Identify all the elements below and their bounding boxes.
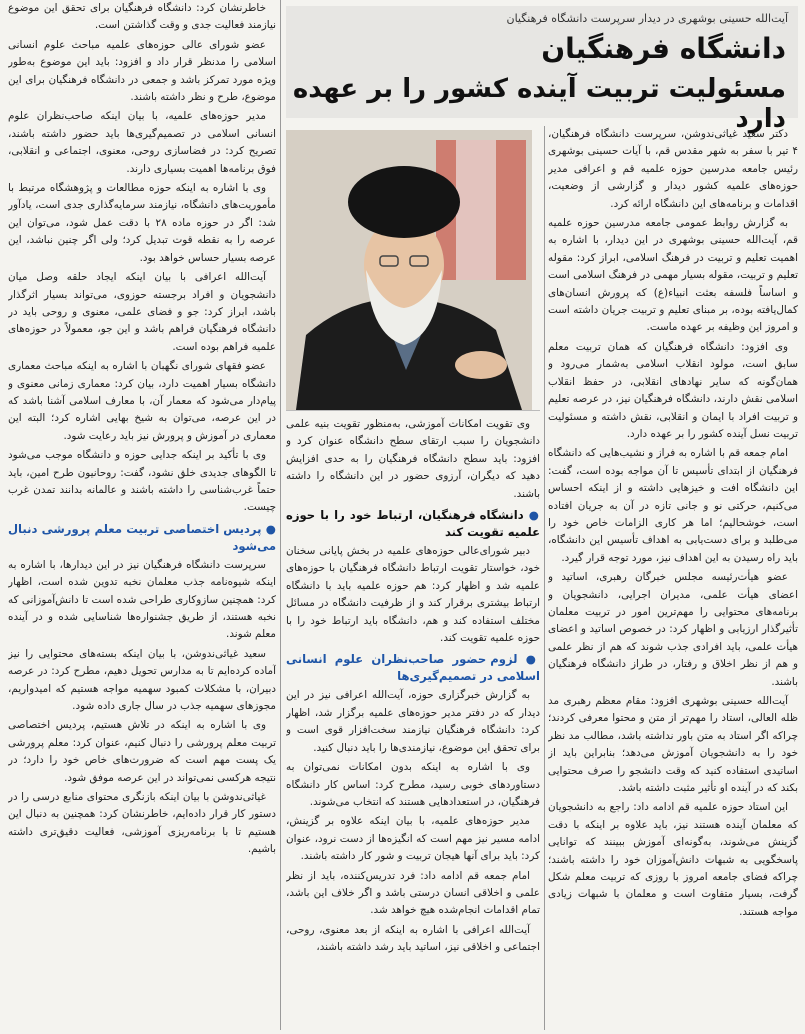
paragraph: عضو شورای عالی حوزه‌های علمیه مباحث علوم انسانی اسلامی را مدنظر قرار داد و افزود: باید این موضوع به‌طور ویژه مورد تمرکز باشد و جمعی در دانشگاه فرهنگیان برای این موضوع، طرح و نظر داشته باشند. <box>8 38 276 104</box>
column-rule-left <box>280 0 281 1030</box>
photo-divider <box>286 410 540 411</box>
paragraph: این استاد حوزه علمیه قم ادامه داد: راجع به دانشجویان که معلمان آینده هستند نیز، باید علاوه بر اینکه با دقت گزینش می‌شوند، به‌گونه‌ای آموزش ببینند که توانایی پاسخگویی به شبهات دانش‌آموزان خود را داشته باشند؛ چراکه فضای جامعه امروز با روزی که تربیت معلم شکل گرفت، بسیار متفاوت است و معلمان با شبهات زیادی مواجه هستند. <box>548 801 798 918</box>
subheading <box>286 651 540 685</box>
cleric-photo <box>286 130 532 410</box>
middle-column <box>286 416 540 1028</box>
right-column <box>548 126 798 1028</box>
paragraph: سرپرست دانشگاه فرهنگیان نیز در این دیدارها، با اشاره به اینکه شیوه‌نامه جذب معلمان نخبه تدوین شده است، اظهار کرد: همچنین سازوکاری طراحی شده است تا دانش‌آموزانی که نخبه هستند، از طریق جشنواره‌ها شناسایی شده و در آینده معلم شوند. <box>8 558 276 641</box>
paragraph: امام جمعه قم با اشاره به فراز و نشیب‌هایی که دانشگاه فرهنگیان از ابتدای تأسیس تا آن مواجه بوده است، گفت: این دانشگاه افت و خیزهایی داشته و از اینکه احساس می‌کنیم، حرکتی نو و جانی تازه در آن به جریان افتاده است، خوشحالیم؛ اما هر کاری الزامات خاص خود را می‌طلبد و برای دست‌یابی به اهداف تأسیس این دانشگاه، باید راه رسیدن به این اهداف نیز، مورد توجه قرار گیرد. <box>548 447 798 564</box>
bullet-icon: ● <box>261 521 276 536</box>
paragraph: آیت‌الله اعرافی با اشاره به اینکه از بعد معنوی، روحی، اجتماعی و اخلاقی نیز، اساتید باید رشد داشته باشند، <box>286 923 540 954</box>
portrait-illustration <box>286 130 532 410</box>
paragraph: وی با تأکید بر اینکه جدایی حوزه و دانشگاه موجب می‌شود تا الگوهای جدیدی خلق نشود، گفت: روحانیون طرح امین، باید حتماً غرب‌شناسی را داشته باشند و عالمانه بدانند تمدن غرب چیست. <box>8 449 276 514</box>
article-header <box>286 6 798 134</box>
subheading <box>8 521 276 555</box>
paragraph: امام جمعه قم ادامه داد: فرد تدریس‌کننده، باید از نظر علمی و اخلاقی انسان درستی باشد و اگر خلاف این باشد، تمام اقدامات انجام‌شده هیچ خواهد شد. <box>286 869 540 917</box>
paragraph: به گزارش خبرگزاری حوزه، آیت‌الله اعرافی نیز در این دیدار که در دفتر مدیر حوزه‌های علمیه برگزار شد، اظهار کرد: دانشگاه فرهنگیان نیازمند سخت‌افزار قوی است و برای تحقق این موضوع، نیازمندی‌ها را باید دنبال کنید. <box>286 689 540 754</box>
paragraph: آیت‌الله اعرافی با بیان اینکه ایجاد حلقه وصل میان دانشجویان و افراد برجسته حوزوی، می‌تواند بسیار اثرگذار باشد، ابراز کرد: جو و فضای علمی، معنوی و روحی باید در دانشگاه فرهنگیان فراهم باشد و این جو، معمولاً در حوزه‌های علمیه فراهم بوده است. <box>8 271 276 353</box>
paragraph: وی افزود: دانشگاه فرهنگیان که همان تربیت معلم سابق است، مولود انقلاب اسلامی به‌شمار می‌رود و همان‌گونه که سایر نهادهای انقلابی، در حفظ انقلاب اسلامی نقش دارند، دانشگاه فرهنگیان نیز، در عرصه تعلیم و تربیت افراد با ایمان و انقلابی، نقش داشته و مسئولیت تربیت نسل آینده کشور را بر عهده دارد. <box>548 340 798 440</box>
article-title-line1: دانشگاه فرهنگیان <box>541 32 786 65</box>
paragraph: غیاثی‌ندوشن با بیان اینکه بازنگری محتوای منابع درسی را در دستور کار قرار داده‌ایم، خاطرنشان کرد: همچنین به دنبال این هستیم تا با برنامه‌ریزی آموزشی، فعالیت دقیق‌تری داشته باشیم. <box>8 791 276 856</box>
left-column <box>8 0 276 1026</box>
paragraph: عضو فقهای شورای نگهبان با اشاره به اینکه مباحث معماری دانشگاه بسیار اهمیت دارد، بیان کرد: معماری زمانی معنوی و پیام‌دار می‌شود که معمار آن، با معارف اسلامی آشنا باشد که در این عرصه، می‌توان به شیخ بهایی اشاره کرد؛ البته این معماری در آموزش و پرورش نیز باید رعایت شود. <box>8 360 276 442</box>
paragraph: آیت‌الله حسینی بوشهری افزود: مقام معظم رهبری مد ظله العالی، استاد را مهم‌تر از متن و محتوا معرفی کردند؛ چراکه اگر استاد به متن باور نداشته باشد، مطالب مد نظر خود را به دانشجویان آموزش می‌دهد؛ بنابراین باید از اساتیدی استفاده کنید که وقت دانشجو را صرف محتوایی بکند که در آینده او تأثیر مثبت داشته باشد. <box>548 695 798 795</box>
turban <box>348 166 460 238</box>
paragraph: دکتر سعید غیاثی‌ندوشن، سرپرست دانشگاه فرهنگیان، ۴ تیر با سفر به شهر مقدس قم، با آیات حسینی بوشهری رئیس جامعه مدرسین حوزه علمیه قم و اعرافی مدیر حوزه‌های علمیه کشور دیدار و گزارشی از وضعیت، اقدامات و برنامه‌های این دانشگاه ارائه کرد. <box>548 128 798 210</box>
bullet-icon: ● <box>523 508 540 523</box>
subheading <box>286 507 540 541</box>
subheading-text: دانشگاه فرهنگیان، ارتباط خود را با حوزه علمیه تقویت کند <box>286 508 540 540</box>
flag-white <box>456 140 496 280</box>
paragraph: خاطرنشان کرد: دانشگاه فرهنگیان برای تحقق این موضوع نیازمند فعالیت جدی و وقت گذاشتن است. <box>8 2 276 32</box>
paragraph: مدیر حوزه‌های علمیه، با بیان اینکه صاحب‌نظران علوم انسانی اسلامی در تصمیم‌گیری‌ها باید حضور داشته باشند، تصریح کرد: در فضاسازی روحی، معنوی، اجتماعی و انقلابی، فوق برنامه‌ها اهمیت بسیاری دارند. <box>8 110 276 175</box>
paragraph: وی با اشاره به اینکه بدون امکانات نمی‌توان به دستاوردهای خوبی رسید، مطرح کرد: اساس کار دانشگاه فرهنگیان، در استعدادهایی هستند که انتخاب می‌شوند. <box>286 761 540 808</box>
article-supertitle: آیت‌الله حسینی بوشهری در دیدار سرپرست دانشگاه فرهنگیان <box>506 12 788 25</box>
paragraph: وی با اشاره به اینکه در تلاش هستیم، پردیس اختصاصی تربیت معلم پرورشی را دنبال کنیم، عنوان کرد: معلم پرورشی یک پست مهم است که ضرورت‌های خاص خود را دارد؛ در نتیجه هرکسی نمی‌تواند در این عرصه موفق شود. <box>8 719 276 784</box>
subheading-text: پردیس اختصاصی تربیت معلم پرورشی دنبال می‌شود <box>8 521 276 553</box>
article-title-line2: مسئولیت تربیت آینده کشور را بر عهده دارد <box>292 74 786 134</box>
hand <box>455 351 507 379</box>
subheading-text: لزوم حضور صاحب‌نظران علوم انسانی اسلامی در تصمیم‌گیری‌ها <box>286 652 540 684</box>
paragraph: به گزارش روابط عمومی جامعه مدرسین حوزه علمیه قم، آیت‌الله حسینی بوشهری در این دیدار، با اشاره به اهمیت تعلیم و تربیت در فرهنگ اسلامی، ابراز کرد: مقوله تعلیم و تربیت، مقوله بسیار مهمی در فرهنگ اسلامی است و اساساً فلسفه بعثت انبیاء(ع) که پرورش انسان‌های کمال‌یافته بوده، بر مبنای تعلیم و تربیت جریان داشته است و امروز این وظیفه بر عهده ماست. <box>548 217 798 334</box>
bullet-icon: ● <box>517 652 540 667</box>
paragraph: عضو هیأت‌رئیسه مجلس خبرگان رهبری، اساتید و اعضای هیأت علمی، مدیران اجرایی، دانشجویان و برنامه‌های محتوایی را مهم‌ترین امور در تربیت معلمان تأثیرگذار ارزیابی و اظهار کرد: در خصوص اساتید و اعضای هیأت علمی، باید افرادی جذب شوند که هم از نظر علمی و هم از نظر اخلاق و رفتار، در طراز دانشگاه فرهنگیان باشند. <box>548 571 798 688</box>
paragraph: وی با اشاره به اینکه حوزه مطالعات و پژوهشگاه مرتبط با مأموریت‌های دانشگاه، نیازمند سرمایه‌گذاری جدی است، یادآور شد: اگر در حوزه ماده ۲۸ با دقت عمل شود، می‌توان این عرصه را به نقطه قوت تبدیل کرد؛ ولی اگر چنین نباشد، این عرصه بسیار حساس خواهد بود. <box>8 182 276 264</box>
paragraph: دبیر شورای‌عالی حوزه‌های علمیه در بخش پایانی سخنان خود، خواستار تقویت ارتباط دانشگاه فرهنگیان با حوزه‌های علمیه شد و اظهار کرد: هم حوزه علمیه باید با دانشگاه ارتباط بیشتری برقرار کند و از ظرفیت دانشگاه در مسائل مختلف استفاده کند و هم، دانشگاه باید ارتباط خود را با حوزه علمیه تقویت کند. <box>286 545 540 645</box>
paragraph: مدیر حوزه‌های علمیه، با بیان اینکه علاوه بر گزینش، ادامه مسیر نیز مهم است که انگیزه‌ها از دست نرود، عنوان کرد: باید برای آنها هیجان تربیت و شور کار داشته باشند. <box>286 815 540 863</box>
paragraph: وی تقویت امکانات آموزشی، به‌منظور تقویت بنیه علمی دانشجویان را سبب ارتقای سطح دانشگاه عنوان کرد و افزود: باید سطح دانشگاه فرهنگیان را به حدی افزایش دهید که دیگران، آرزوی حضور در این دانشگاه را داشته باشند. <box>286 418 540 500</box>
column-rule-right <box>544 126 545 1030</box>
paragraph: سعید غیاثی‌ندوشن، با بیان اینکه بسته‌های محتوایی را نیز آماده کرده‌ایم تا به مدارس تحویل دهیم، مطرح کرد: در عرصه دبیران، با مشکلات کمبود سهمیه مواجه هستیم که امیدواریم، مجوزهای سهمیه جذب در سال جاری داده شود. <box>8 647 276 713</box>
